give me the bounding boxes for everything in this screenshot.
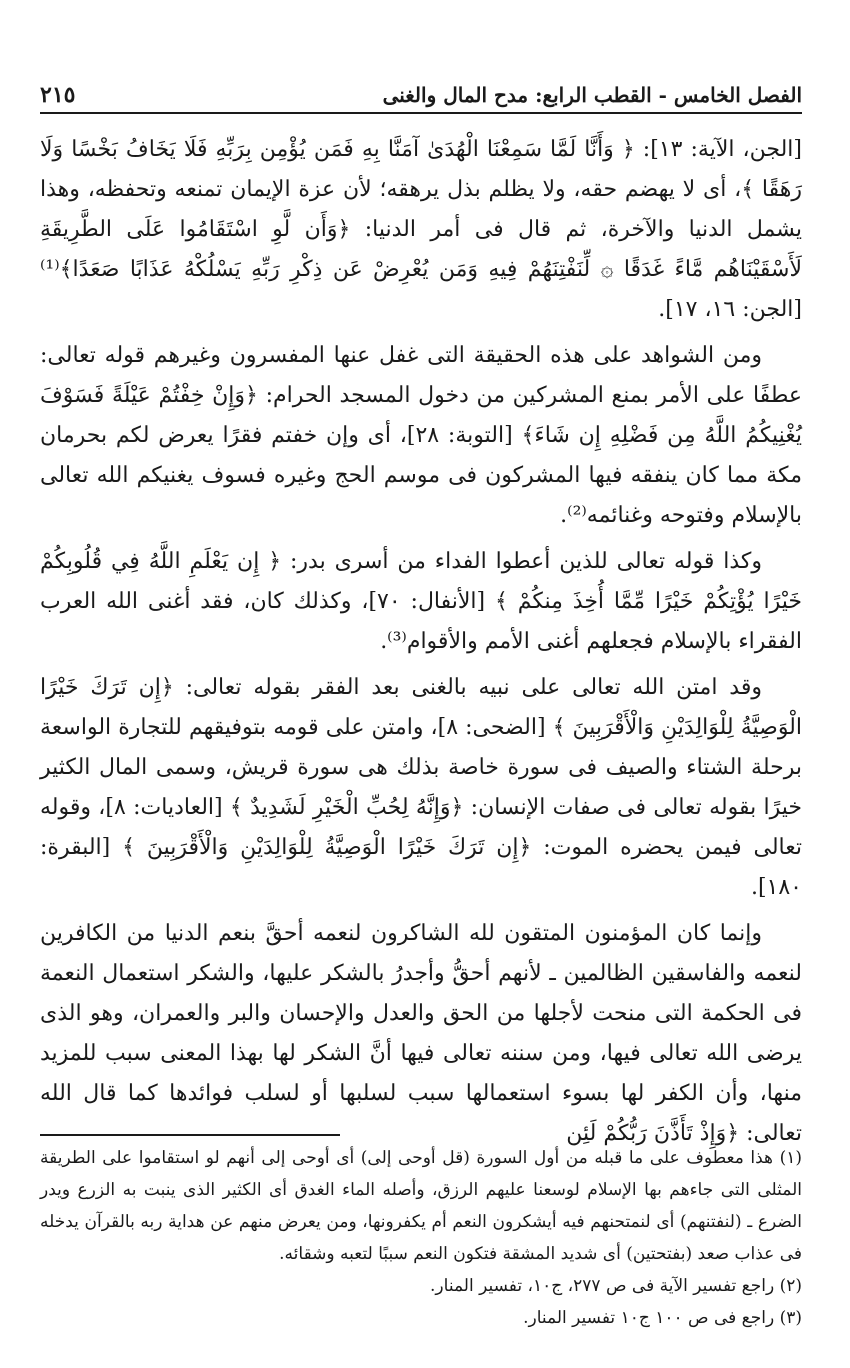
page-number: ٢١٥ <box>40 82 76 108</box>
paragraph: وإنما كان المؤمنون المتقون لله الشاكرون لنعمه أحقَّ بنعم الدنيا من الكافرين لنعمه والفاسقين الظالمين ـ لأنهم أحقُّ وأجدرُ بالشكر عليها، والشكر استعمال النعمة فى الحكمة التى منحت لأجلها من الحق والعدل والإحسان والبر والعمران، وهو الذى يرضى الله تعالى فيها، ومن سننه تعالى فيها أنَّ الشكر لها بهذا المعنى سبب للمزيد منها، وأن الكفر لها بسوء استعمالها سبب لسلبها أو لسلب فوائدها كما قال الله تعالى: ﴿وَإِذْ تَأَذَّنَ رَبُّكُمْ لَئِن <box>40 921 803 1146</box>
footnote-separator <box>40 1134 340 1136</box>
footnote: (١) هذا معطوف على ما قبله من أول السورة (قل أوحى إلى) أى أوحى إلى أنهم لو استقاموا على الطريقة المثلى التى جاءهم بها الإسلام لوسعنا عليهم الرزق، وأصله الماء الغدق أى الكثير الذى ينبت به الزرع ويدر الضرع ـ (لنفتنهم) أى لنمتحنهم فيه أيشكرون النعم أم يكفرونها، ومن يعرض منهم عن هداية ربه بالقرآن يدخله فى عذاب صعد (بفتحتين) أى شديد المشقة فتكون النعم سببًا لتعبه وشقائه. <box>40 1148 802 1264</box>
footnotes <box>40 1142 802 1334</box>
paragraph: [الجن، الآية: ١٣]: ﴿ وَأَنَّا لَمَّا سَمِعْنَا الْهُدَىٰ آمَنَّا بِهِ فَمَن يُؤْمِن بِرَبِّهِ فَلَا يَخَافُ بَخْسًا وَلَا رَهَقًا ﴾، أى لا يهضم حقه، ولا يظلم بذل يرهقه؛ لأن عزة الإيمان تمنعه وتحفظه، وهذا يشمل الدنيا والآخرة، ثم قال فى أمر الدنيا: ﴿وَأَن لَّوِ اسْتَقَامُوا عَلَى الطَّرِيقَةِ لَأَسْقَيْنَاهُم مَّاءً غَدَقًا ۞ لِّنَفْتِنَهُمْ فِيهِ وَمَن يُعْرِضْ عَن ذِكْرِ رَبِّهِ يَسْلُكْهُ عَذَابًا صَعَدًا﴾⁽¹⁾ [الجن: ١٦، ١٧]. <box>40 137 802 322</box>
chapter-title: الفصل الخامس - القطب الرابع: مدح المال والغنى <box>382 83 802 107</box>
main-text <box>40 130 802 1160</box>
footnote: (٣) راجع فى ص ١٠٠ ج١٠ تفسير المنار. <box>523 1308 802 1328</box>
paragraph: ومن الشواهد على هذه الحقيقة التى غفل عنها المفسرون وغيرهم قوله تعالى: عطفًا على الأمر بمنع المشركين من دخول المسجد الحرام: ﴿وَإِنْ خِفْتُمْ عَيْلَةً فَسَوْفَ يُغْنِيكُمُ اللَّهُ مِن فَضْلِهِ إِن شَاءَ﴾ [التوبة: ٢٨]، أى وإن خفتم فقرًا يعرض لكم بحرمان مكة مما كان ينفقه فيها المشركون فى موسم الحج وغيره فسوف يغنيكم الله تعالى بالإسلام وفتوحه وغنائمه⁽²⁾. <box>40 343 802 528</box>
paragraph: وقد امتن الله تعالى على نبيه بالغنى بعد الفقر بقوله تعالى: ﴿إِن تَرَكَ خَيْرًا الْوَصِيَّةُ لِلْوَالِدَيْنِ وَالْأَقْرَبِينَ ﴾ [الضحى: ٨]، وامتن على قومه بتوفيقهم للتجارة الواسعة برحلة الشتاء والصيف فى سورة خاصة بذلك هى سورة قريش، وسمى المال الكثير خيرًا بقوله تعالى فى صفات الإنسان: ﴿وَإِنَّهُ لِحُبِّ الْخَيْرِ لَشَدِيدٌ ﴾ [العاديات: ٨]، وقوله تعالى فيمن يحضره الموت: ﴿إِن تَرَكَ خَيْرًا الْوَصِيَّةُ لِلْوَالِدَيْنِ وَالْأَقْرَبِينَ ﴾ [البقرة: ١٨٠]. <box>40 675 802 900</box>
paragraph: وكذا قوله تعالى للذين أعطوا الفداء من أسرى بدر: ﴿ إِن يَعْلَمِ اللَّهُ فِي قُلُوبِكُمْ خَيْرًا يُؤْتِكُمْ خَيْرًا مِّمَّا أُخِذَ مِنكُمْ ﴾ [الأنفال: ٧٠]، وكذلك كان، فقد أغنى الله العرب الفقراء بالإسلام فجعلهم أغنى الأمم والأقوام⁽³⁾. <box>40 549 802 654</box>
footnote: (٢) راجع تفسير الآية فى ص ٢٧٧، ج١٠، تفسير المنار. <box>430 1276 802 1296</box>
running-header <box>40 82 802 114</box>
